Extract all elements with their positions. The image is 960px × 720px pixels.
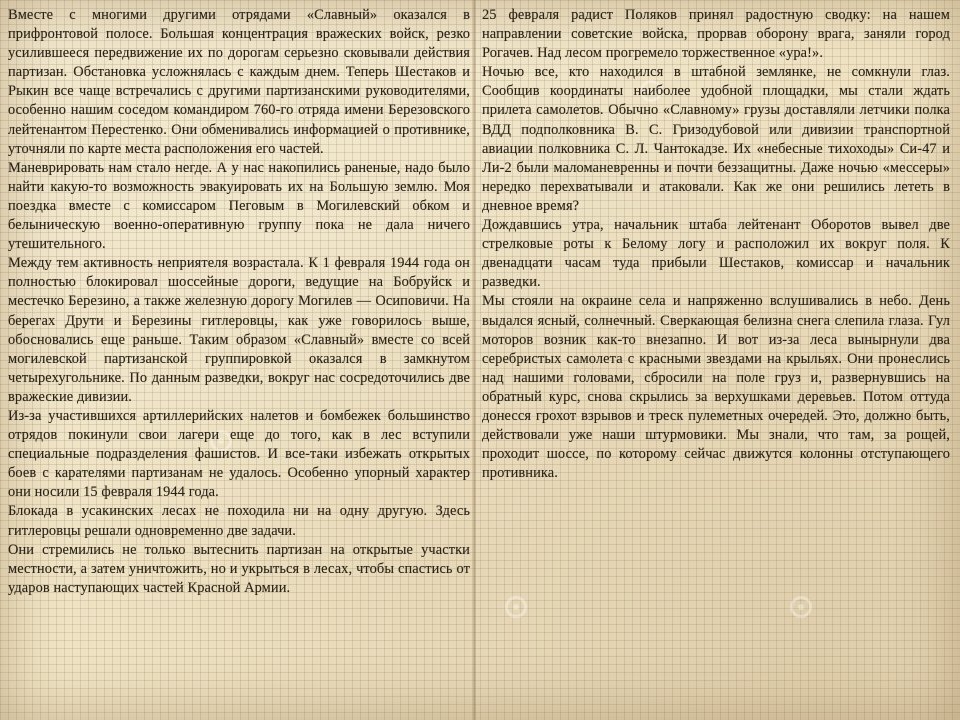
right-text-column (482, 6, 950, 483)
column-divider (473, 0, 476, 720)
paragraph: Ночью все, кто находился в штабной землянке, не сомкнули глаз. Сообщив координаты наиболее удобной площадки, мы стали ждать прилета самолетов. Обычно «Славному» грузы доставляли летчики полка ВДД подполковника В. С. Гризодубовой или дивизии транспортной авиации полковника С. Л. Чантокадзе. Их «небесные тихоходы» Си-47 и Ли-2 были маломаневренны и почти беззащитны. Даже ночью «мессеры» нередко перехватывали и атаковали. Как же они решились лететь в дневное время? (482, 64, 950, 214)
paragraph: Мы стояли на окраине села и напряженно вслушивались в небо. День выдался ясный, солнечный. Сверкающая белизна снега слепила глаза. Гул моторов возник как-то внезапно. И вот из-за леса вынырнули два серебристых самолета с красными звездами на крыльях. Они пронеслись над нашими головами, сбросили на поле груз и, развернувшись на обратный курс, снова скрылись за верхушками деревьев. Потом оттуда донесся грохот взрывов и треск пулеметных очередей. Это, должно быть, действовали уже наши штурмовики. Мы знали, что там, за рощей, проходит шоссе, по которому сейчас движутся колонны отступающего противника. (482, 293, 950, 482)
paragraph: Из-за участившихся артиллерийских налетов и бомбежек большинство отрядов покинули свои лагери еще до того, как в лес вступили специальные подразделения фашистов. И все-таки избежать открытых боев с карателями партизанам не удалось. Особенно упорный характер они носили 15 февраля 1944 года. (8, 407, 470, 501)
paragraph: Дождавшись утра, начальник штаба лейтенант Оборотов вывел две стрелковые роты к Белому логу и расположил их вокруг поля. К двенадцати часам туда прибыли Шестаков, комиссар и начальник разведки. (482, 217, 950, 291)
paragraph: Маневрировать нам стало негде. А у нас накопились раненые, надо было найти какую-то возможность эвакуировать их на Большую землю. Моя поездка вместе с комиссаром Пеговым в Могилевский обком и белыническую военно-оперативную группу пока не дала ничего утешительного. (8, 159, 470, 253)
paragraph: Они стремились не только вытеснить партизан на открытые участки местности, а затем уничтожить, но и укрыться в лесах, чтобы спастись от ударов наступающих частей Красной Армии. (8, 541, 470, 596)
paragraph: Блокада в усакинских лесах не походила ни на одну другую. Здесь гитлеровцы решали одновременно две задачи. (8, 503, 470, 539)
paragraph: Вместе с многими другими отрядами «Славный» оказался в прифронтовой полосе. Большая концентрация вражеских войск, резко усилившееся передвижение их по дорогам серьезно сковывали действия партизан. Обстановка усложнялась с каждым днем. Теперь Шестаков и Рыкин все чаще встречались с другими партизанскими руководителями, особенно нашим соседом командиром 760-го отряда имени Березовского лейтенантом Перестенко. Они обменивались информацией о противнике, уточняли по карте места расположения его частей. (8, 7, 470, 157)
paragraph: Между тем активность неприятеля возрастала. К 1 февраля 1944 года он полностью блокировал шоссейные дороги, ведущие на Бобруйск и местечко Березино, а также железную дорогу Могилев — Осиповичи. На берегах Друти и Березины гитлеровцы, как уже говорилось выше, обосновались еще раньше. Таким образом «Славный» вместе со всей могилевской партизанской группировкой оказался в замкнутом четырехугольнике. По данным разведки, вокруг нас сосредоточились две вражеские дивизии. (8, 255, 470, 405)
watermark-icon (790, 596, 812, 618)
paragraph: 25 февраля радист Поляков принял радостную сводку: на нашем направлении советские войска, прорвав оборону врага, заняли город Рогачев. Над лесом прогремело торжественное «ура!». (482, 7, 950, 62)
watermark-icon (505, 596, 527, 618)
left-text-column (8, 6, 470, 598)
